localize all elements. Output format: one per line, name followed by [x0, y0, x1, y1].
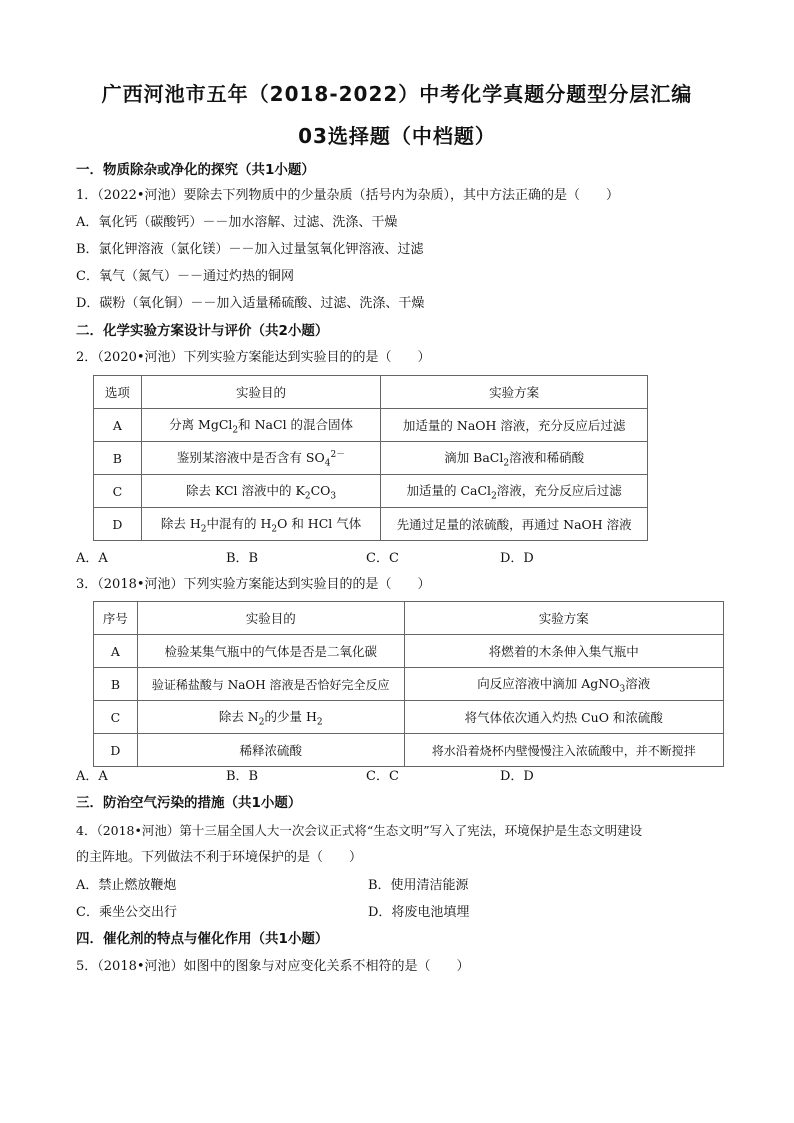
question-4-option-c: C．乘坐公交出行: [76, 905, 177, 920]
table-row: [94, 442, 648, 475]
table-row: [94, 635, 724, 668]
row-plan: 向反应溶液中滴加 AgNO$_3$溶液: [404, 668, 723, 701]
question-4-stem-line1: 4．（2018•河池）第十三届全国人大一次会议正式将“生态文明”写入了宪法，环境保护是生态文明建设: [76, 823, 643, 838]
row-plan: 将气体依次通入灼热 CuO 和浓硫酸: [404, 701, 723, 734]
row-purpose: 分离 MgCl$_2$和 NaCl 的混合固体: [141, 409, 381, 442]
question-1-option-a: A．氧化钙（碳酸钙）－－加水溶解、过滤、洗涤、干燥: [76, 215, 398, 230]
section-heading-1: 一．物质除杂或净化的探究（共1小题）: [76, 162, 315, 178]
table-header-cell: 实验方案: [404, 602, 723, 635]
question-4-options-row2: [76, 904, 636, 922]
row-plan: 加适量的 NaOH 溶液，充分反应后过滤: [381, 409, 648, 442]
question-4-option-b: B．使用清洁能源: [368, 878, 469, 893]
row-label: D: [94, 508, 142, 541]
row-plan: 滴加 BaCl$_2$溶液和稀硝酸: [381, 442, 648, 475]
row-label: C: [94, 701, 138, 734]
row-plan: 加适量的 CaCl$_2$溶液，充分反应后过滤: [381, 475, 648, 508]
row-plan: 先通过足量的浓硫酸，再通过 NaOH 溶液: [381, 508, 648, 541]
question-1-option-d: D．碳粉（氧化铜）－－加入适量稀硫酸、过滤、洗涤、干燥: [76, 296, 425, 311]
row-purpose: 除去 KCl 溶液中的 $K_2CO_3$: [141, 475, 381, 508]
question-3-answers: [76, 768, 636, 786]
answer-a: A．A: [76, 769, 108, 784]
answer-a: A．A: [76, 551, 108, 566]
row-label: D: [94, 734, 138, 767]
row-purpose: 稀释浓硫酸: [137, 734, 404, 767]
row-purpose: 除去 $H_2$中混有的 $H_2O$ 和 HCl 气体: [141, 508, 381, 541]
table-header-row: [94, 602, 724, 635]
question-4-stem-line2: 的主阵地。下列做法不利于环境保护的是（ ）: [76, 850, 363, 865]
table-header-cell: 序号: [94, 602, 138, 635]
row-plan: 将水沿着烧杯内壁慢慢注入浓硫酸中，并不断搅拌: [404, 734, 723, 767]
table-header-cell: 选项: [94, 376, 142, 409]
question-4-options-row1: [76, 877, 636, 895]
question-5-stem: 5．（2018•河池）如图中的图象与对应变化关系不相符的是（ ）: [76, 959, 470, 974]
row-purpose: 除去 $N_2$的少量 $H_2$: [137, 701, 404, 734]
row-purpose: 鉴别某溶液中是否含有 $SO_4^{2-}$: [141, 442, 381, 475]
answer-b: B．B: [226, 551, 259, 566]
row-purpose: 验证稀盐酸与 NaOH 溶液是否恰好完全反应: [137, 668, 404, 701]
table-row: [94, 668, 724, 701]
answer-d: D．D: [500, 551, 534, 566]
row-label: A: [94, 635, 138, 668]
question-4-option-a: A．禁止燃放鞭炮: [76, 878, 177, 893]
question-1-stem: 1．（2022•河池）要除去下列物质中的少量杂质（括号内为杂质），其中方法正确的是（ ）: [76, 188, 620, 203]
table-row: [94, 734, 724, 767]
row-label: A: [94, 409, 142, 442]
question-4-option-d: D．将废电池填埋: [368, 905, 470, 920]
table-row: [94, 409, 648, 442]
table-row: [94, 508, 648, 541]
section-heading-4: 四．催化剂的特点与催化作用（共1小题）: [76, 931, 329, 947]
document-subtitle: 03选择题（中档题）: [298, 124, 496, 148]
table-header-row: [94, 376, 648, 409]
question-1-option-b: B．氯化钾溶液（氯化镁）－－加入过量氢氧化钾溶液、过滤: [76, 242, 424, 257]
document-title: 广西河池市五年（2018-2022）中考化学真题分题型分层汇编: [101, 82, 693, 106]
row-purpose: 检验某集气瓶中的气体是否是二氧化碳: [137, 635, 404, 668]
question-2-answers: [76, 550, 636, 568]
question-2-table: [93, 375, 648, 541]
table-header-cell: 实验目的: [141, 376, 381, 409]
table-row: [94, 701, 724, 734]
section-heading-3: 三．防治空气污染的措施（共1小题）: [76, 795, 302, 811]
answer-c: C．C: [366, 551, 399, 566]
question-1-option-c: C．氧气（氮气）－－通过灼热的铜网: [76, 269, 294, 284]
question-3-table: [93, 601, 724, 767]
table-header-cell: 实验方案: [381, 376, 648, 409]
table-header-cell: 实验目的: [137, 602, 404, 635]
table-row: [94, 475, 648, 508]
row-plan: 将燃着的木条伸入集气瓶中: [404, 635, 723, 668]
answer-c: C．C: [366, 769, 399, 784]
question-3-stem: 3．（2018•河池）下列实验方案能达到实验目的的是（ ）: [76, 577, 431, 592]
row-label: B: [94, 668, 138, 701]
answer-d: D．D: [500, 769, 534, 784]
question-2-stem: 2．（2020•河池）下列实验方案能达到实验目的的是（ ）: [76, 350, 431, 365]
section-heading-2: 二．化学实验方案设计与评价（共2小题）: [76, 323, 329, 339]
answer-b: B．B: [226, 769, 259, 784]
row-label: B: [94, 442, 142, 475]
row-label: C: [94, 475, 142, 508]
